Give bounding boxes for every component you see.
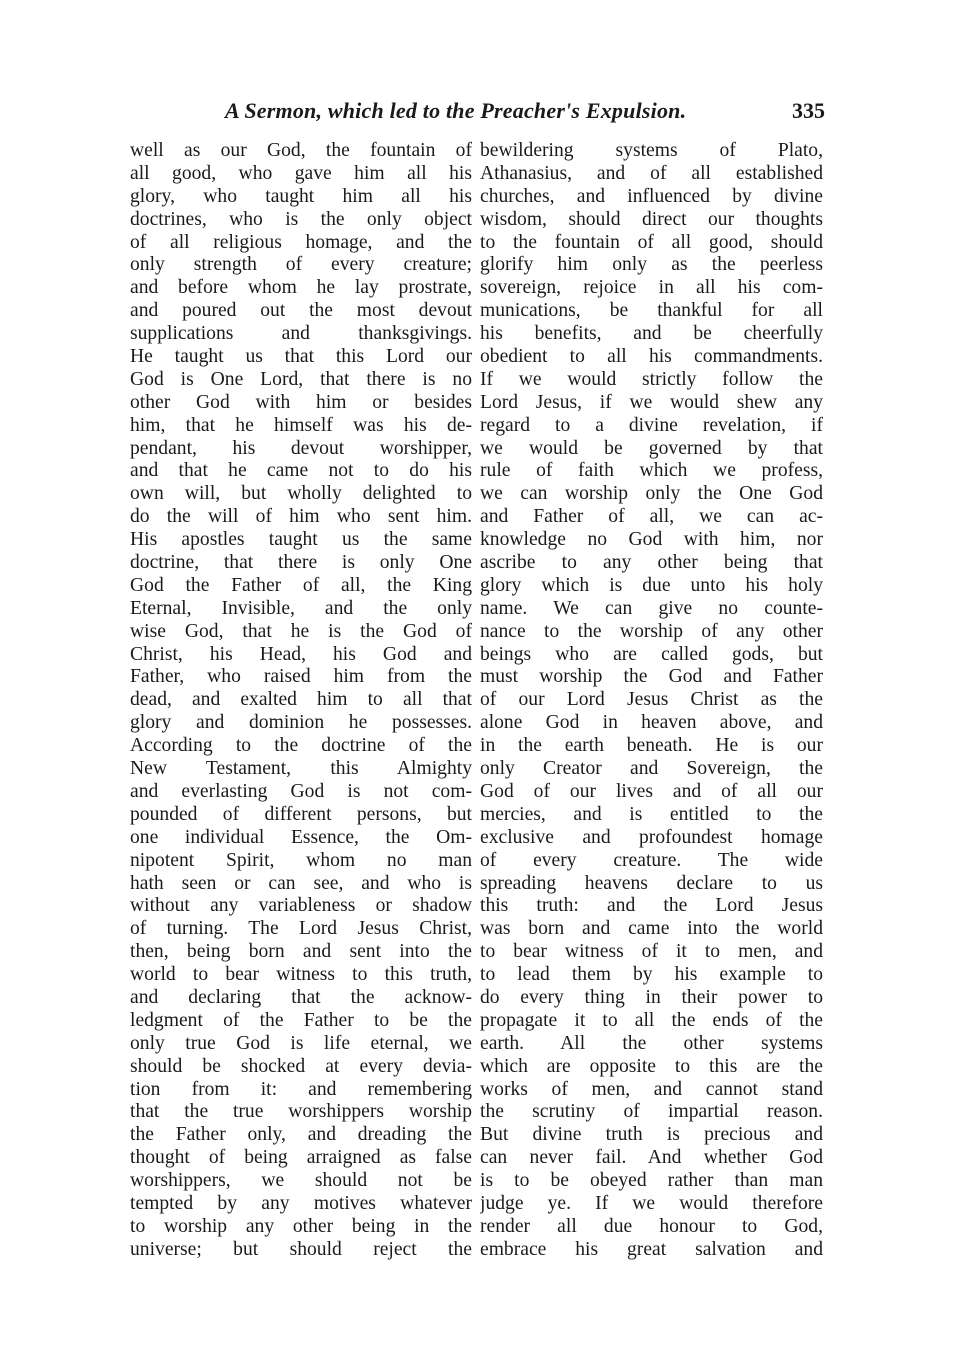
- text-line: all good, who gave him all his: [130, 162, 472, 184]
- text-line: well as our God, the fountain of: [130, 140, 472, 161]
- text-line: pendant, his devout worshipper,: [130, 437, 472, 459]
- text-line: propagate it to all the ends of the: [480, 1009, 823, 1031]
- text-line: obedient to all his commandments.: [480, 346, 823, 368]
- text-line: judge ye. If we would therefore: [480, 1192, 823, 1214]
- text-line: to the fountain of all good, should: [480, 231, 823, 253]
- text-line: embrace his great salvation and: [480, 1238, 823, 1260]
- text-line: and everlasting God is not com-: [130, 780, 472, 802]
- text-line: ledgment of the Father to be the: [130, 1009, 472, 1031]
- text-line: churches, and influenced by divine: [480, 185, 823, 207]
- text-line: sovereign, rejoice in all his com-: [480, 277, 823, 299]
- text-line: knowledge no God with him, nor: [480, 529, 823, 551]
- text-line: beings who are called gods, but: [480, 643, 823, 665]
- text-line: munications, be thankful for all: [480, 300, 823, 322]
- text-line: do every thing in their power to: [480, 986, 823, 1008]
- text-line: nipotent Spirit, whom no man: [130, 849, 472, 871]
- text-line: spreading heavens declare to us: [480, 872, 823, 894]
- text-line: God of our lives and of all our: [480, 780, 823, 802]
- text-line: God the Father of all, the King: [130, 574, 472, 596]
- text-line: Eternal, Invisible, and the only: [130, 597, 472, 619]
- text-line: to bear witness of it to men, and: [480, 941, 823, 963]
- text-line: to lead them by his example to: [480, 964, 823, 986]
- text-line: this truth: and the Lord Jesus: [480, 895, 823, 917]
- text-line: and Father of all, we can ac-: [480, 506, 823, 528]
- text-line: the scrutiny of impartial reason.: [480, 1101, 823, 1123]
- text-line: worshippers, we should not be: [130, 1170, 472, 1192]
- text-line: own will, but wholly delighted to: [130, 483, 472, 505]
- text-line: other God with him or besides: [130, 391, 472, 413]
- text-line: should be shocked at every devia-: [130, 1055, 472, 1077]
- text-line: wise God, that he is the God of: [130, 620, 472, 642]
- text-line: and before whom he lay prostrate,: [130, 277, 472, 299]
- page-header: [130, 98, 825, 132]
- page-number: 335: [792, 98, 825, 123]
- text-line: If we would strictly follow the: [480, 368, 823, 390]
- text-line: Lord Jesus, if we would shew any: [480, 391, 823, 413]
- text-line: nance to the worship of any other: [480, 620, 823, 642]
- text-line: we would be governed by that: [480, 437, 823, 459]
- left-text-column: [130, 140, 472, 1262]
- running-title: A Sermon, which led to the Preacher's Expulsion.: [225, 98, 687, 123]
- text-line: is to be obeyed rather than man: [480, 1170, 823, 1192]
- text-line: God is One Lord, that there is no: [130, 368, 472, 390]
- text-line: to worship any other being in the: [130, 1215, 472, 1237]
- text-line: earth. All the other systems: [480, 1032, 823, 1054]
- text-line: then, being born and sent into the: [130, 941, 472, 963]
- text-line: only strength of every creature;: [130, 254, 472, 276]
- text-line: in the earth beneath. He is our: [480, 735, 823, 757]
- text-line: doctrines, who is the only object: [130, 208, 472, 230]
- text-line: only Creator and Sovereign, the: [480, 758, 823, 780]
- text-line: we can worship only the One God: [480, 483, 823, 505]
- text-line: mercies, and is entitled to the: [480, 803, 823, 825]
- text-line: must worship the God and Father: [480, 666, 823, 688]
- text-line: New Testament, this Almighty: [130, 758, 472, 780]
- text-line: Christ, his Head, his God and: [130, 643, 472, 665]
- text-line: the Father only, and dreading the: [130, 1124, 472, 1146]
- text-line: thought of being arraigned as false: [130, 1147, 472, 1169]
- text-line: bewildering systems of Plato,: [480, 140, 823, 161]
- text-line: tion from it: and remembering: [130, 1078, 472, 1100]
- text-line: and poured out the most devout: [130, 300, 472, 322]
- text-line: only true God is life eternal, we: [130, 1032, 472, 1054]
- text-line: doctrine, that there is only One: [130, 552, 472, 574]
- text-line: glory which is due unto his holy: [480, 574, 823, 596]
- text-line: exclusive and profoundest homage: [480, 826, 823, 848]
- text-line: universe; but should reject the: [130, 1238, 472, 1260]
- text-line: tempted by any motives whatever: [130, 1192, 472, 1214]
- text-line: He taught us that this Lord our: [130, 346, 472, 368]
- text-line: hath seen or can see, and who is: [130, 872, 472, 894]
- text-line: which are opposite to this are the: [480, 1055, 823, 1077]
- text-line: one individual Essence, the Om-: [130, 826, 472, 848]
- right-text-column: [480, 140, 823, 1262]
- text-line: Father, who raised him from the: [130, 666, 472, 688]
- text-line: name. We can give no counte-: [480, 597, 823, 619]
- text-line: alone God in heaven above, and: [480, 712, 823, 734]
- text-line: of our Lord Jesus Christ as the: [480, 689, 823, 711]
- text-line: that the true worshippers worship: [130, 1101, 472, 1123]
- text-line: But divine truth is precious and: [480, 1124, 823, 1146]
- text-line: of all religious homage, and the: [130, 231, 472, 253]
- text-line: His apostles taught us the same: [130, 529, 472, 551]
- text-line: and declaring that the acknow-: [130, 986, 472, 1008]
- text-line: According to the doctrine of the: [130, 735, 472, 757]
- text-line: wisdom, should direct our thoughts: [480, 208, 823, 230]
- text-line: do the will of him who sent him.: [130, 506, 472, 528]
- text-line: can never fail. And whether God: [480, 1147, 823, 1169]
- text-line: supplications and thanksgivings.: [130, 323, 472, 345]
- text-line: dead, and exalted him to all that: [130, 689, 472, 711]
- text-line: regard to a divine revelation, if: [480, 414, 823, 436]
- text-line: of every creature. The wide: [480, 849, 823, 871]
- text-line: and that he came not to do his: [130, 460, 472, 482]
- text-line: world to bear witness to this truth,: [130, 964, 472, 986]
- text-line: of turning. The Lord Jesus Christ,: [130, 918, 472, 940]
- text-line: pounded of different persons, but: [130, 803, 472, 825]
- text-line: him, that he himself was his de-: [130, 414, 472, 436]
- text-line: works of men, and cannot stand: [480, 1078, 823, 1100]
- text-line: glory, who taught him all his: [130, 185, 472, 207]
- text-line: was born and came into the world: [480, 918, 823, 940]
- text-line: ascribe to any other being that: [480, 552, 823, 574]
- text-line: render all due honour to God,: [480, 1215, 823, 1237]
- text-line: glorify him only as the peerless: [480, 254, 823, 276]
- text-line: his benefits, and be cheerfully: [480, 323, 823, 345]
- text-line: glory and dominion he possesses.: [130, 712, 472, 734]
- text-line: rule of faith which we profess,: [480, 460, 823, 482]
- text-line: without any variableness or shadow: [130, 895, 472, 917]
- text-line: Athanasius, and of all established: [480, 162, 823, 184]
